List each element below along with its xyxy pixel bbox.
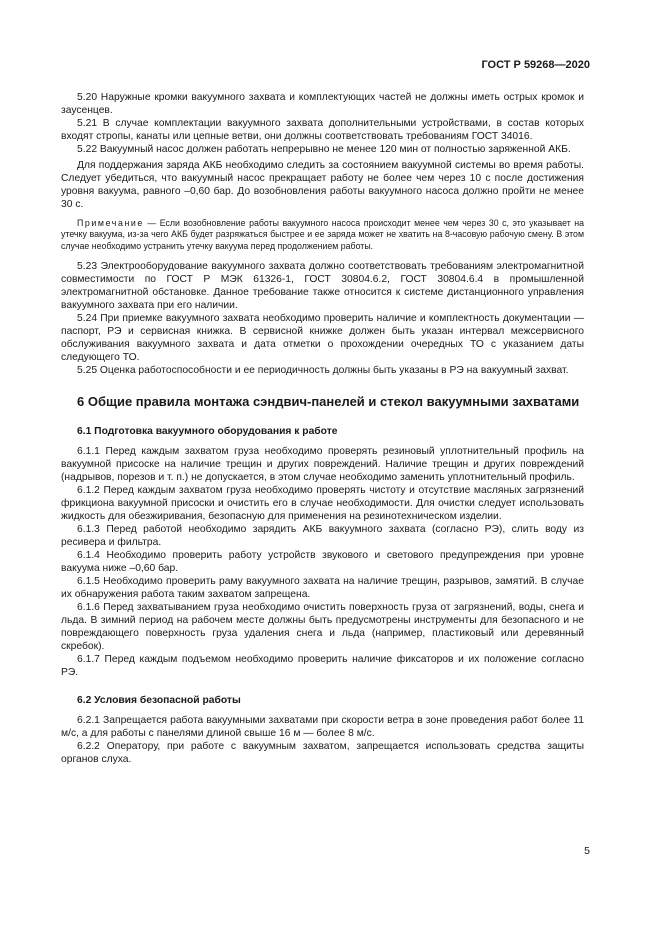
paragraph-6-2-2: 6.2.2 Оператору, при работе с вакуумным захватом, запрещается использовать средства защиты органов слуха. bbox=[61, 740, 584, 765]
paragraph-6-2-1: 6.2.1 Запрещается работа вакуумными захватами при скорости ветра в зоне проведения работ более 11 м/с, а для работы с панелями длиной свыше 16 м — более 8 м/с. bbox=[61, 714, 584, 739]
paragraph-5-22: 5.22 Вакуумный насос должен работать непрерывно не менее 120 мин от полностью заряженной АКБ. bbox=[77, 144, 571, 155]
note-label: Примечание bbox=[77, 218, 144, 228]
section-6-heading: 6 Общие правила монтажа сэндвич-панелей и стекол вакуумными захватами bbox=[77, 393, 580, 409]
paragraph-6-1-5: 6.1.5 Необходимо проверить раму вакуумного захвата на наличие трещин, разрывов, замятий. В случае их обнаружения работа таким захватом запрещена. bbox=[61, 575, 584, 600]
subsection-6-2-heading: 6.2 Условия безопасной работы bbox=[77, 694, 241, 706]
paragraph-6-1-2: 6.1.2 Перед каждым захватом груза необходимо проверять чистоту и отсутствие масляных загрязнений фрикциона вакуумной присоски и очистить его в случае необходимости. Для очистки следует использовать жидкость для обезжиривания, безопасную для применения на резинотехническом изделии. bbox=[61, 484, 584, 522]
paragraph-6-1-4: 6.1.4 Необходимо проверить работу устройств звукового и светового предупреждения при уровне вакуума ниже –0,60 бар. bbox=[61, 549, 584, 574]
subsection-6-1-heading: 6.1 Подготовка вакуумного оборудования к работе bbox=[77, 425, 338, 437]
paragraph-6-1-6: 6.1.6 Перед захватыванием груза необходимо очистить поверхность груза от загрязнений, воды, снега и льда. В зимний период на рабочем месте должны быть предусмотрены инструменты для безопасного и не повреждающего поверхность груза удаления снега и льда (например, пластиковый или деревянный скребок). bbox=[61, 601, 584, 652]
paragraph-6-1-3: 6.1.3 Перед работой необходимо зарядить АКБ вакуумного захвата (согласно РЭ), слить воду из ресивера и фильтра. bbox=[61, 523, 584, 548]
paragraph-5-24: 5.24 При приемке вакуумного захвата необходимо проверить наличие и комплектность документации — паспорт, РЭ и сервисная книжка. В сервисной книжке должен быть указан интервал межсервисного обслуживания вакуумного захвата и дата отметки о прохождении очередных ТО с указанием даты следующего ТО. bbox=[61, 312, 584, 363]
note bbox=[61, 218, 584, 252]
paragraph-5-25: 5.25 Оценка работоспособности и ее периодичность должны быть указаны в РЭ на вакуумный захват. bbox=[77, 364, 569, 376]
page-number: 5 bbox=[584, 845, 590, 857]
paragraph-6-1-7: 6.1.7 Перед каждым подъемом необходимо проверить наличие фиксаторов и их положение согласно РЭ. bbox=[61, 653, 584, 678]
document-number: ГОСТ Р 59268—2020 bbox=[481, 59, 590, 71]
paragraph-6-1-1: 6.1.1 Перед каждым захватом груза необходимо проверять резиновый уплотнительный профиль на вакуумной присоске на наличие трещин и других повреждений. Наличие трещин и других повреждений (надрывов, порезов и т. п.) не допускается, в этом случае необходимо заменить уплотнительный профиль. bbox=[61, 445, 584, 483]
paragraph-5-23: 5.23 Электрооборудование вакуумного захвата должно соответствовать требованиям электромагнитной совместимости по ГОСТ Р МЭК 61326-1, ГОСТ 30804.6.2, ГОСТ 30804.6.4 в промышленной электромагнитной обстановке. Данное требование также относится к системе дистанционного управления вакуумного захвата при его наличии. bbox=[61, 260, 584, 311]
note-text: — Если возобновление работы вакуумного насоса происходит менее чем через 30 с, это указывает на утечку вакуума, из-за чего АКБ будет разряжаться быстрее и ее заряда может не хватить на 8-часовую рабочую смену. В этом случае необходимо устранить утечку вакуума перед продолжением работы. bbox=[61, 218, 584, 251]
paragraph-5-20: 5.20 Наружные кромки вакуумного захвата и комплектующих частей не должны иметь острых кромок и заусенцев. bbox=[61, 92, 584, 116]
paragraph-5-21: 5.21 В случае комплектации вакуумного захвата дополнительными устройствами, в состав которых входят стропы, канаты или цепные ветви, они должны соответствовать требованиям ГОСТ 34016. bbox=[61, 118, 584, 142]
paragraph-5-22-continued: Для поддержания заряда АКБ необходимо следить за состоянием вакуумной системы во время работы. Следует убедиться, что вакуумный насос прекращает работу не более чем через 10 с после достижения уровня вакуума, равного –0,60 бар. До возобновления работы вакуумного насоса должно пройти не менее 30 с. bbox=[61, 160, 584, 210]
page-body bbox=[61, 91, 584, 766]
